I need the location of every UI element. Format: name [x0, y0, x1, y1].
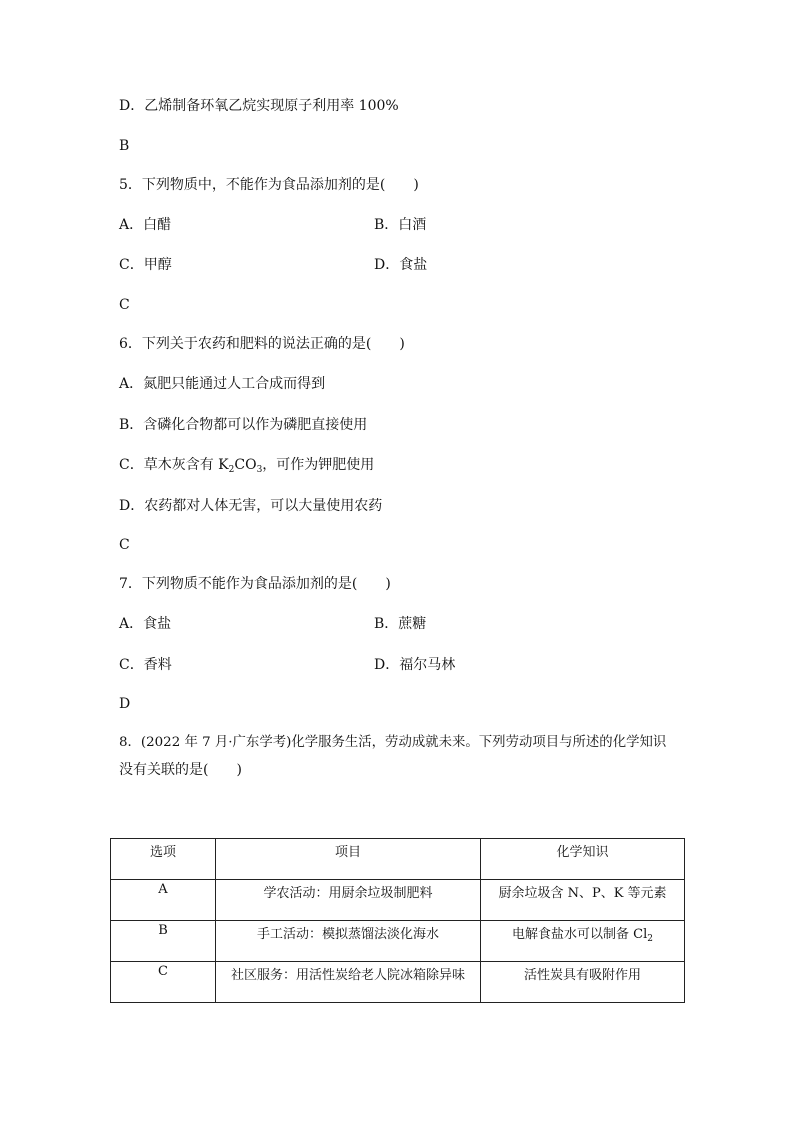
- cell-project: 学农活动：用厨余垃圾制肥料: [216, 880, 481, 921]
- q6-option-c-mid: CO: [234, 457, 257, 473]
- q7-option-b: B．蔗糖: [374, 616, 427, 632]
- q6-option-c-post: ，可作为钾肥使用: [262, 457, 375, 473]
- cell-knowledge: [481, 921, 685, 962]
- q6-option-b: B．含磷化合物都可以作为磷肥直接使用: [119, 417, 368, 433]
- table-row: [111, 962, 685, 1003]
- q8-stem-line2: 没有关联的是( ): [119, 762, 242, 778]
- cell-option: B: [111, 921, 216, 962]
- q6-stem: 6．下列关于农药和肥料的说法正确的是( ): [119, 336, 405, 352]
- q5-option-c: C．甲醇: [119, 257, 172, 273]
- q8-options-table: [110, 838, 685, 1003]
- header-option: 选项: [111, 839, 216, 880]
- q7-stem: 7．下列物质不能作为食品添加剂的是( ): [119, 576, 391, 592]
- q5-option-b: B．白酒: [374, 217, 427, 233]
- q5-stem: 5．下列物质中，不能作为食品添加剂的是( ): [119, 177, 419, 193]
- cell-option: C: [111, 962, 216, 1003]
- table-header-row: [111, 839, 685, 880]
- q5-answer: C: [119, 297, 130, 313]
- q7-answer: D: [119, 696, 131, 712]
- q8-stem-line1: 8．(2022 年 7 月·广东学考)化学服务生活，劳动成就未来。下列劳动项目与所述的化学知识: [119, 735, 667, 750]
- table-row: [111, 921, 685, 962]
- cell-knowledge-text: 电解食盐水可以制备 Cl: [512, 927, 648, 942]
- q6-answer: C: [119, 537, 130, 553]
- q6-option-c-sub1: 2: [228, 465, 235, 475]
- header-knowledge: 化学知识: [481, 839, 685, 880]
- q6-option-c: [119, 455, 374, 475]
- q6-option-c-sub2: 3: [256, 465, 263, 475]
- q5-option-d: D．食盐: [374, 257, 428, 273]
- cell-project: 手工活动：模拟蒸馏法淡化海水: [216, 921, 481, 962]
- cell-knowledge: 厨余垃圾含 N、P、K 等元素: [481, 880, 685, 921]
- table-row: [111, 880, 685, 921]
- q6-option-d: D．农药都对人体无害，可以大量使用农药: [119, 498, 383, 514]
- q6-option-a: A．氮肥只能通过人工合成而得到: [119, 376, 326, 392]
- q7-option-c: C．香料: [119, 657, 172, 673]
- header-project: 项目: [216, 839, 481, 880]
- q7-option-a: A．食盐: [119, 616, 172, 632]
- cell-knowledge-sub: 2: [647, 934, 653, 944]
- q7-option-d: D．福尔马林: [374, 657, 456, 673]
- cell-knowledge: 活性炭具有吸附作用: [481, 962, 685, 1003]
- q4-answer: B: [119, 138, 130, 154]
- q5-option-a: A．白醋: [119, 217, 172, 233]
- cell-option: A: [111, 880, 216, 921]
- cell-project: 社区服务：用活性炭给老人院冰箱除异味: [216, 962, 481, 1003]
- q4-option-d: D．乙烯制备环氧乙烷实现原子利用率 100%: [119, 98, 399, 114]
- q6-option-c-pre: C．草木灰含有 K: [119, 457, 229, 473]
